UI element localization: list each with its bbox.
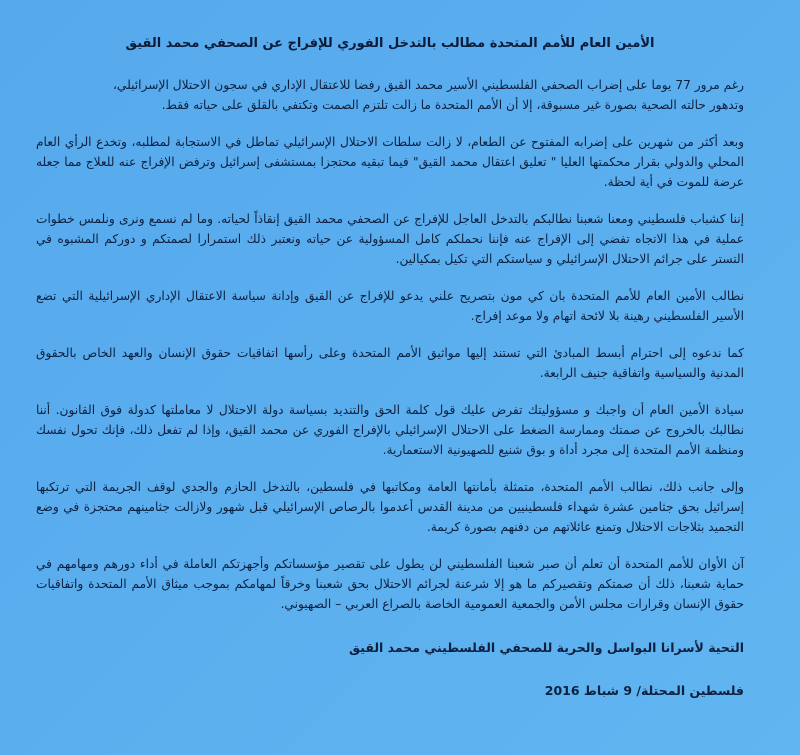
paragraph-text: سيادة الأمين العام أن واجبك و مسؤوليتك تفرض عليك قول كلمة الحق والتنديد بسياسة دولة الاحتلال لا معاملتها كدولة فوق القانون. أننا نطالبك بالخروج عن صمتك وممارسة الضغط على الاحتلال الإسرائيلي بالإفراج الفوري عن محمد القيق، وإذا لم تفعل ذلك، فإنك تحول نفسك ومنظمة الأمم المتحدة إلى مجرد أداة و بوق شنيع للصهيونية الاستعمارية. — [36, 403, 744, 457]
paragraph-text: رغم مرور 77 يوما على إضراب الصحفي الفلسطيني الأسير محمد القيق رفضا للاعتقال الإداري في سجون الاحتلال الإسرائيلي، وتدهور حالته الصحية بصورة غير مسبوقة، إلا أن الأمم المتحدة ما زالت تلتزم الصمت وتكتفي بالقلق على حياته فقط. — [112, 78, 744, 112]
paragraph-text: وإلى جانب ذلك، نطالب الأمم المتحدة، متمثلة بأمانتها العامة ومكاتبها في فلسطين، بالتدخل الحازم والجدي لوقف الجريمة التي ترتكبها إسرائيل بحق جثامين عشرة شهداء فلسطينيين من مدينة القدس أعدموا بالرصاص الإسرائيلي قبل شهور ولازالت جثامينهم محتجزة في وضع التجميد بثلاجات الاحتلال وتمنع عائلاتهم من دفنهم بصورة كريمة. — [36, 480, 744, 534]
paragraph-text: آن الأوان للأمم المتحدة أن تعلم أن صبر شعبنا الفلسطيني لن يطول على تقصير مؤسساتكم وأجهزتكم العاملة في أداء دورهم ومهامهم في حماية شعبنا، ذلك أن صمتكم وتقصيركم ما هو إلا شرعنة لجرائم الاحتلال بحق شعبنا وخرقاً لمهامكم بموجب ميثاق الأمم المتحدة واتفاقيات حقوق الإنسان وقرارات مجلس الأمن والجمعية العمومية الخاصة بالصراع العربي – الصهيوني. — [36, 557, 744, 611]
paragraph-1 — [36, 75, 744, 115]
paragraph-text: وبعد أكثر من شهرين على إضرابه المفتوح عن الطعام، لا زالت سلطات الاحتلال الإسرائيلي تماطل في الاستجابة لمطلبه، وتخدع الرأي العام المحلي والدولي بقرار محكمتها العليا " تعليق اعتقال محمد القيق" فيما تبقيه محتجزا بمستشفى إسرائيل وترفض الإفراج عنه للعلاج مما جعله عرضة للموت في أية لحظة. — [36, 135, 744, 189]
document-title: الأمين العام للأمم المتحدة مطالب بالتدخل الفوري للإفراج عن الصحفي محمد القيق — [125, 36, 655, 51]
paragraph-6 — [36, 400, 744, 460]
paragraph-text: نطالب الأمين العام للأمم المتحدة بان كي مون بتصريح علني يدعو للإفراج عن القيق وإدانة سياسة الاعتقال الإداري الإسرائيلية التي تضع الأسير الفلسطيني رهينة بلا لائحة اتهام ولا موعد إفراج. — [36, 289, 744, 323]
place-date-line: فلسطين المحتلة/ 9 شباط 2016 — [544, 683, 744, 698]
paragraph-7 — [36, 477, 744, 537]
paragraph-4 — [36, 286, 744, 326]
paragraph-8 — [36, 554, 744, 614]
paragraph-2 — [36, 132, 744, 192]
paragraph-3 — [36, 209, 744, 269]
paragraph-5 — [36, 343, 744, 383]
closing-line: التحية لأسرانا البواسل والحرية للصحفي الفلسطيني محمد القيق — [348, 640, 744, 655]
paragraph-text: كما ندعوه إلى احترام أبسط المبادئ التي تستند إليها مواثيق الأمم المتحدة وعلى رأسها اتفاقيات حقوق الإنسان والعهد الخاص بالحقوق المدنية والسياسية واتفاقية جنيف الرابعة. — [36, 346, 744, 380]
paragraph-text: إننا كشباب فلسطيني ومعنا شعبنا نطالبكم بالتدخل العاجل للإفراج عن الصحفي محمد القيق إنقاذاً لحياته. وما لم نسمع ونرى ونلمس خطوات عملية في هذا الاتجاه تفضي إلى الإفراج عنه فإننا نحملكم كامل المسؤولية عن حياته ونعتبر ذلك استمرارا لصمتكم و دوركم المشبوه في التستر على جرائم الاحتلال الإسرائيلي و سياستكم التي تكيل بمكيالين. — [36, 212, 744, 266]
